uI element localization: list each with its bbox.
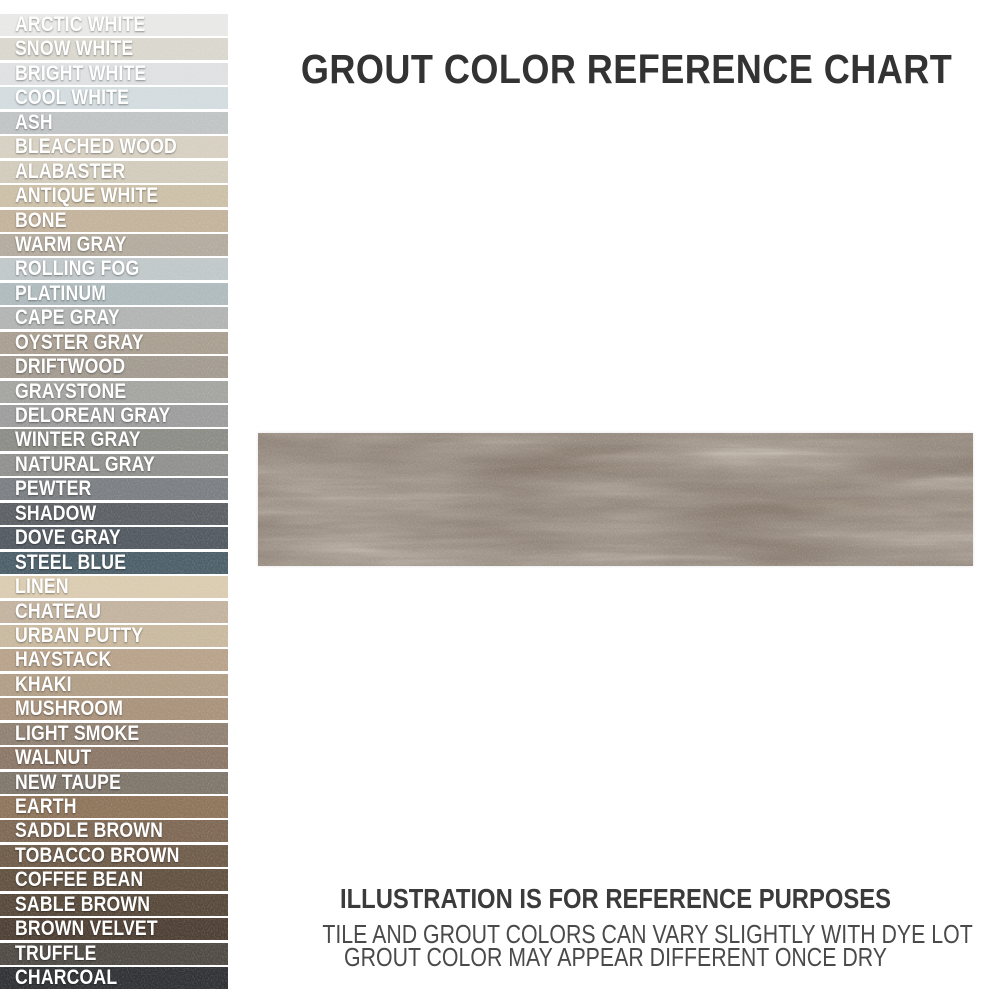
swatch-column bbox=[0, 14, 228, 992]
swatch-label: ROLLING FOG bbox=[15, 258, 140, 281]
swatch-label: DRIFTWOOD bbox=[15, 356, 126, 379]
swatch-label: NATURAL GRAY bbox=[15, 453, 155, 476]
swatch-label: SNOW WHITE bbox=[15, 38, 134, 61]
swatch-label: ARCTIC WHITE bbox=[15, 14, 146, 36]
swatch-label: LINEN bbox=[15, 576, 69, 599]
swatch-label: KHAKI bbox=[15, 673, 72, 696]
swatch-row bbox=[0, 894, 228, 916]
swatch-label: SADDLE BROWN bbox=[15, 820, 164, 843]
swatch-label: DELOREAN GRAY bbox=[15, 405, 171, 427]
swatch-label: STEEL BLUE bbox=[15, 551, 127, 574]
swatch-label: TOBACCO BROWN bbox=[15, 844, 180, 867]
page-title: GROUT COLOR REFERENCE CHART bbox=[300, 46, 953, 92]
swatch-label: ASH bbox=[15, 111, 53, 134]
swatch-row bbox=[0, 649, 228, 671]
swatch-row bbox=[0, 258, 228, 280]
swatch-label: ANTIQUE WHITE bbox=[15, 185, 159, 208]
swatch-row bbox=[0, 161, 228, 183]
swatch-label: CAPE GRAY bbox=[15, 307, 120, 330]
swatch-row bbox=[0, 185, 228, 207]
swatch-row bbox=[0, 14, 228, 36]
swatch-row bbox=[0, 698, 228, 720]
tile-preview-image bbox=[258, 433, 973, 566]
swatch-label: COOL WHITE bbox=[15, 87, 130, 110]
swatch-row bbox=[0, 820, 228, 842]
swatch-row bbox=[0, 283, 228, 305]
swatch-row bbox=[0, 503, 228, 525]
swatch-label: MUSHROOM bbox=[15, 698, 124, 721]
swatch-label: GRAYSTONE bbox=[15, 380, 127, 403]
swatch-row bbox=[0, 87, 228, 109]
swatch-label: NEW TAUPE bbox=[15, 771, 122, 794]
swatch-row bbox=[0, 356, 228, 378]
swatch-label: CHARCOAL bbox=[15, 967, 118, 990]
swatch-row bbox=[0, 796, 228, 818]
swatch-row bbox=[0, 307, 228, 329]
swatch-row bbox=[0, 674, 228, 696]
swatch-label: LIGHT SMOKE bbox=[15, 722, 140, 745]
swatch-label: SHADOW bbox=[15, 502, 97, 525]
footer-line-2: TILE AND GROUT COLORS CAN VARY SLIGHTLY WITH DYE LOT bbox=[322, 919, 973, 949]
swatch-label: TRUFFLE bbox=[15, 942, 97, 965]
swatch-row bbox=[0, 454, 228, 476]
swatch-row bbox=[0, 210, 228, 232]
wood-plank-graphic bbox=[258, 433, 973, 566]
swatch-label: PEWTER bbox=[15, 478, 92, 501]
swatch-row bbox=[0, 136, 228, 158]
swatch-row bbox=[0, 967, 228, 989]
swatch-row bbox=[0, 552, 228, 574]
swatch-label: ALABASTER bbox=[15, 160, 126, 183]
swatch-row bbox=[0, 747, 228, 769]
swatch-row bbox=[0, 625, 228, 647]
swatch-row bbox=[0, 332, 228, 354]
swatch-row bbox=[0, 869, 228, 891]
swatch-label: OYSTER GRAY bbox=[15, 331, 144, 354]
swatch-label: HAYSTACK bbox=[15, 649, 112, 672]
swatch-label: COFFEE BEAN bbox=[15, 869, 144, 892]
swatch-row bbox=[0, 429, 228, 451]
swatch-row bbox=[0, 772, 228, 794]
swatch-label: BRIGHT WHITE bbox=[15, 62, 147, 85]
swatch-row bbox=[0, 943, 228, 965]
footer-line-1: ILLUSTRATION IS FOR REFERENCE PURPOSES bbox=[340, 883, 891, 914]
swatch-label: EARTH bbox=[15, 796, 77, 818]
swatch-row bbox=[0, 381, 228, 403]
swatch-row bbox=[0, 234, 228, 256]
swatch-row bbox=[0, 38, 228, 60]
swatch-label: SABLE BROWN bbox=[15, 893, 151, 916]
swatch-row bbox=[0, 845, 228, 867]
swatch-label: DOVE GRAY bbox=[15, 527, 121, 550]
swatch-label: BLEACHED WOOD bbox=[15, 136, 177, 159]
swatch-label: WARM GRAY bbox=[15, 233, 127, 256]
swatch-row bbox=[0, 478, 228, 500]
swatch-label: BONE bbox=[15, 209, 67, 232]
swatch-label: URBAN PUTTY bbox=[15, 624, 144, 647]
swatch-label: BROWN VELVET bbox=[15, 918, 158, 941]
swatch-row bbox=[0, 63, 228, 85]
swatch-row bbox=[0, 601, 228, 623]
swatch-row bbox=[0, 918, 228, 940]
swatch-label: CHATEAU bbox=[15, 600, 102, 623]
swatch-label: WINTER GRAY bbox=[15, 429, 141, 452]
swatch-label: WALNUT bbox=[15, 747, 92, 770]
footer-line-3: GROUT COLOR MAY APPEAR DIFFERENT ONCE DRY bbox=[344, 942, 887, 972]
swatch-label: PLATINUM bbox=[15, 282, 107, 305]
swatch-row bbox=[0, 405, 228, 427]
footer-note bbox=[258, 883, 973, 972]
swatch-row bbox=[0, 112, 228, 134]
swatch-row bbox=[0, 527, 228, 549]
swatch-row bbox=[0, 576, 228, 598]
swatch-row bbox=[0, 723, 228, 745]
